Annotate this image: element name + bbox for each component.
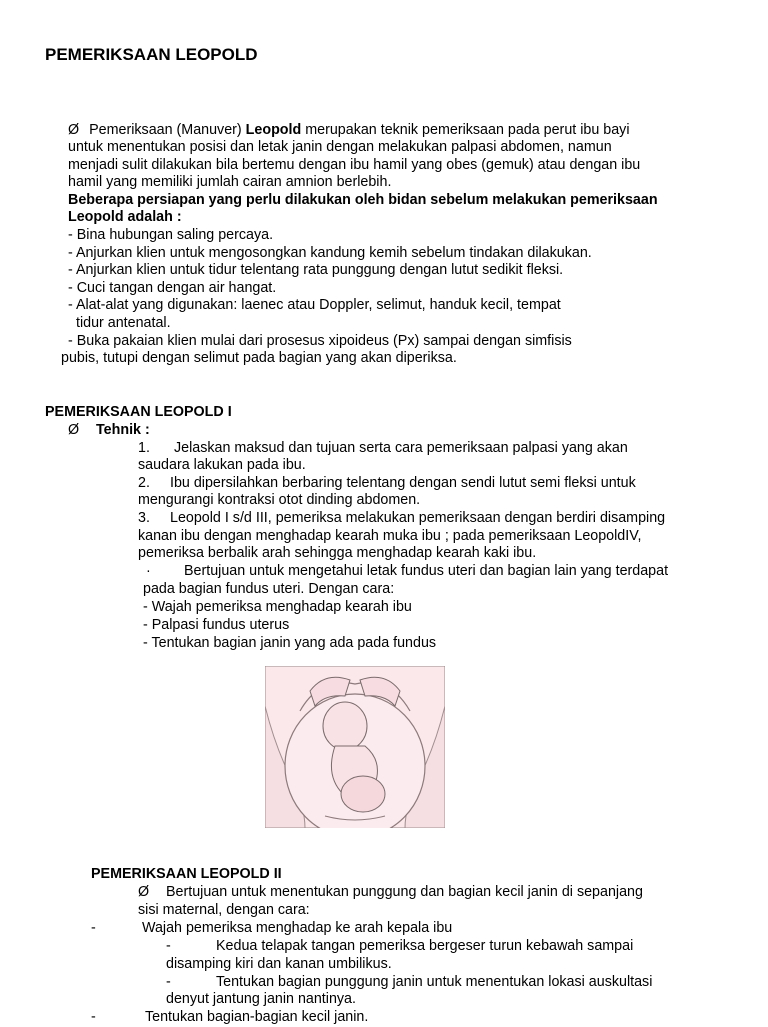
prep-heading-1: Beberapa persiapan yang perlu dilakukan oleh bidan sebelum melakukan pemeriksaan	[68, 192, 658, 208]
prep-item-cont: tidur antenatal.	[76, 315, 171, 331]
step-number: 2.	[138, 475, 150, 491]
intro-text-b: merupakan teknik pemeriksaan pada perut ibu bayi	[305, 122, 630, 138]
l2-aim-line-1: Bertujuan untuk menentukan punggung dan bagian kecil janin di sepanjang	[166, 884, 643, 900]
l2-step-b2-line-2: denyut jantung janin nantinya.	[166, 991, 356, 1007]
step-2-line-2: mengurangi kontraksi otot dinding abdomen.	[138, 492, 421, 508]
intro-text-a: Pemeriksaan (Manuver)	[89, 122, 242, 138]
step-2-line-1: Ibu dipersilahkan berbaring telentang dengan sendi lutut semi fleksi untuk	[170, 475, 636, 491]
l2-step-b1-line-2: disamping kiri dan kanan umbilikus.	[166, 956, 392, 972]
bullet-icon: Ø	[68, 122, 80, 138]
way-item: - Palpasi fundus uterus	[143, 617, 290, 633]
step-1-line-2: saudara lakukan pada ibu.	[138, 457, 306, 473]
aim-line-2: pada bagian fundus uteri. Dengan cara:	[143, 581, 395, 597]
dot-bullet-icon: ·	[146, 563, 151, 579]
bullet-icon: Ø	[68, 422, 80, 438]
intro-line-4: hamil yang memiliki jumlah cairan amnion berlebih.	[68, 174, 392, 190]
leopold-palpation-illustration	[265, 666, 445, 828]
step-number: 3.	[138, 510, 150, 526]
way-item: - Wajah pemeriksa menghadap kearah ibu	[143, 599, 412, 615]
prep-item-cont: pubis, tutupi dengan selimut pada bagian yang akan diperiksa.	[61, 350, 457, 366]
step-3-line-3: pemeriksa berbalik arah sehingga menghadap kearah kaki ibu.	[138, 545, 537, 561]
intro-line-3: menjadi sulit dilakukan bila bertemu dengan ibu hamil yang obes (gemuk) atau dengan ibu	[68, 157, 641, 173]
step-3-line-1: Leopold I s/d III, pemeriksa melakukan pemeriksaan dengan berdiri disamping	[170, 510, 666, 526]
dash-bullet: -	[166, 938, 171, 954]
intro-line-1	[68, 122, 630, 140]
prep-item: - Alat-alat yang digunakan: laenec atau Doppler, selimut, handuk kecil, tempat	[68, 297, 561, 313]
prep-item: - Cuci tangan dengan air hangat.	[68, 280, 277, 296]
l2-step-a1: Wajah pemeriksa menghadap ke arah kepala ibu	[142, 920, 453, 936]
l2-step-b2-line-1: Tentukan bagian punggung janin untuk menentukan lokasi auskultasi	[216, 974, 653, 990]
prep-item: - Anjurkan klien untuk mengosongkan kandung kemih sebelum tindakan dilakukan.	[68, 245, 592, 261]
dash-bullet: -	[166, 974, 171, 990]
prep-heading-2: Leopold adalah :	[68, 209, 182, 225]
intro-bold-leopold: Leopold	[245, 122, 302, 138]
dash-bullet: -	[91, 920, 96, 936]
step-number: 1.	[138, 440, 150, 456]
prep-item: - Buka pakaian klien mulai dari prosesus xipoideus (Px) sampai dengan simfisis	[68, 333, 572, 349]
l2-aim-line-2: sisi maternal, dengan cara:	[138, 902, 310, 918]
intro-line-2: untuk menentukan posisi dan letak janin dengan melakukan palpasi abdomen, namun	[68, 139, 612, 155]
tehnik-label: Tehnik :	[96, 422, 150, 438]
step-1-line-1: Jelaskan maksud dan tujuan serta cara pemeriksaan palpasi yang akan	[174, 440, 628, 456]
section-heading-leopold-1: PEMERIKSAAN LEOPOLD I	[45, 404, 232, 420]
l2-step-a2: Tentukan bagian-bagian kecil janin.	[145, 1009, 369, 1025]
l2-step-b1-line-1: Kedua telapak tangan pemeriksa bergeser turun kebawah sampai	[216, 938, 634, 954]
way-item: - Tentukan bagian janin yang ada pada fundus	[143, 635, 437, 651]
bullet-icon: Ø	[138, 884, 150, 900]
prep-item: - Anjurkan klien untuk tidur telentang rata punggung dengan lutut sedikit fleksi.	[68, 262, 564, 278]
dash-bullet: -	[91, 1009, 96, 1025]
section-heading-leopold-2: PEMERIKSAAN LEOPOLD II	[91, 866, 282, 882]
prep-item: - Bina hubungan saling percaya.	[68, 227, 274, 243]
step-3-line-2: kanan ibu dengan menghadap kearah muka ibu ; pada pemeriksaan LeopoldIV,	[138, 528, 642, 544]
aim-line-1: Bertujuan untuk mengetahui letak fundus uteri dan bagian lain yang terdapat	[184, 563, 669, 579]
page-title: PEMERIKSAAN LEOPOLD	[45, 45, 258, 64]
